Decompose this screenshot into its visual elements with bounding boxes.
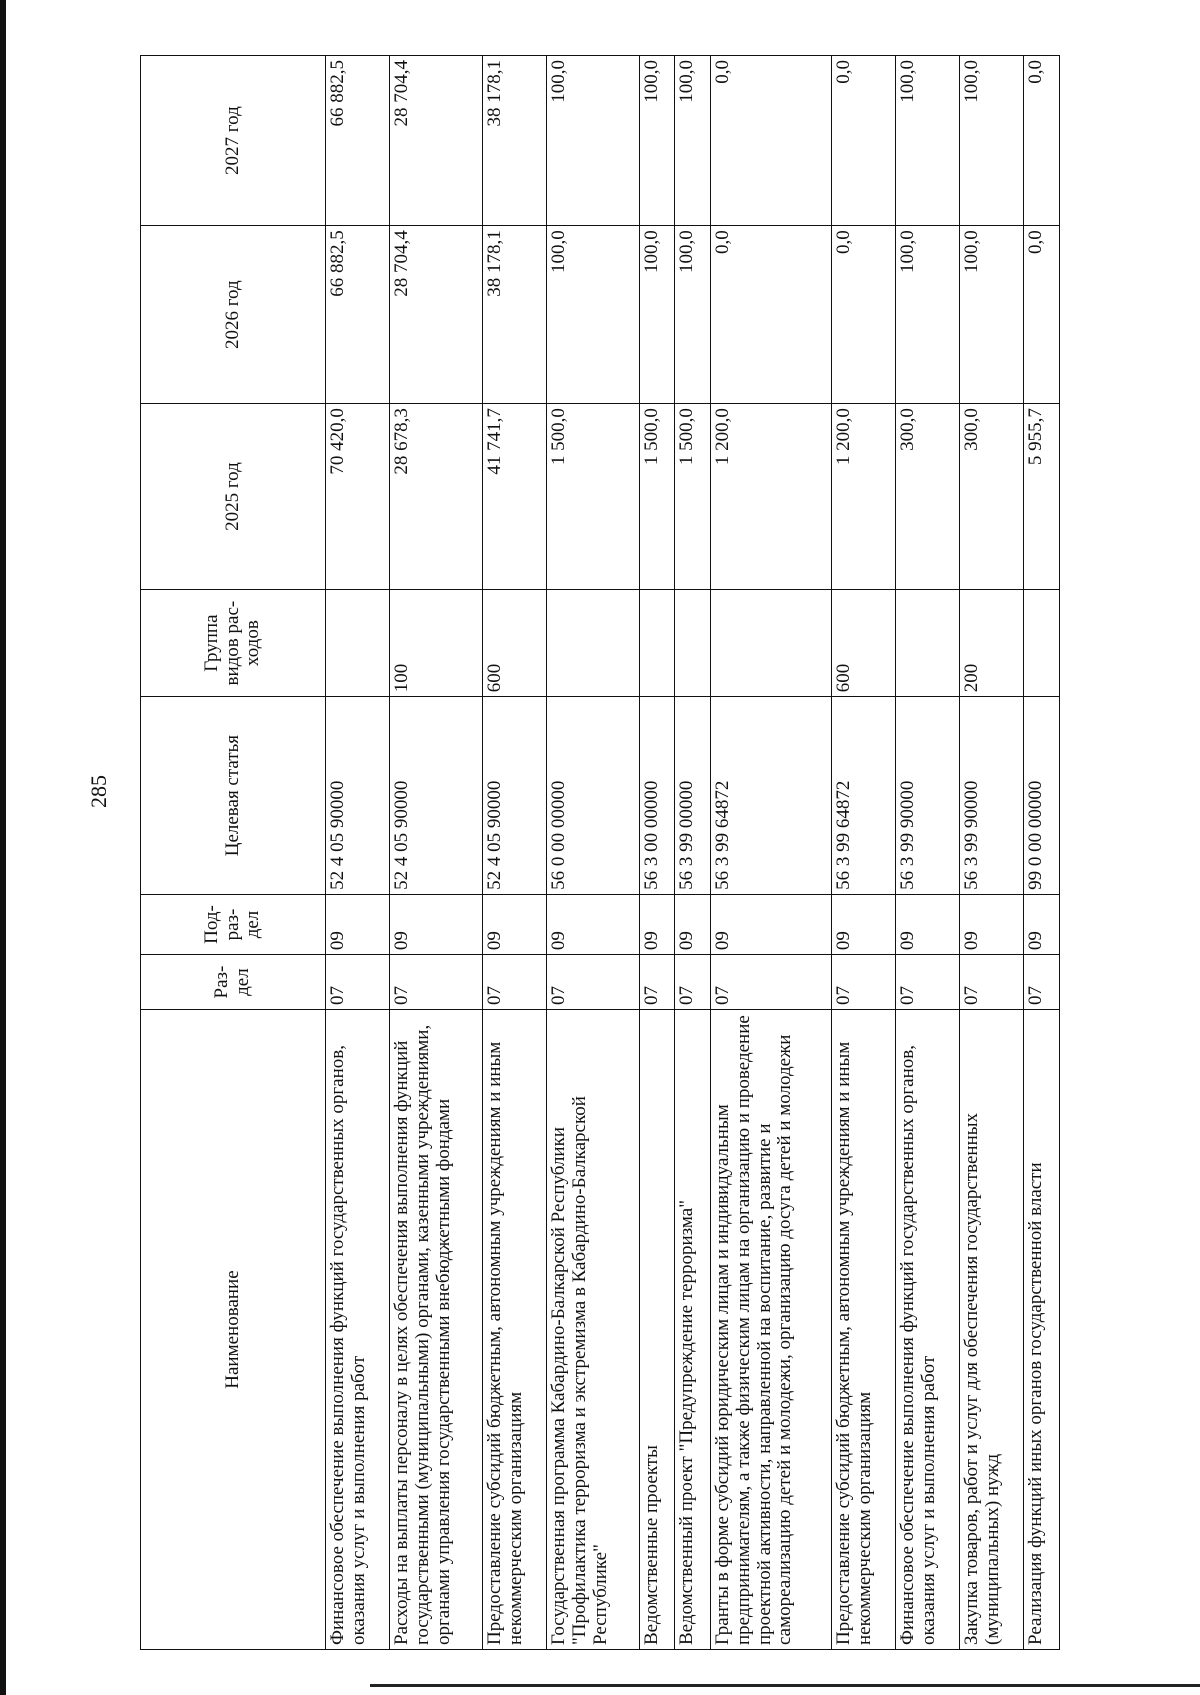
row-razdel: 07: [832, 955, 896, 1010]
row-2025: 1 500,0: [639, 404, 674, 590]
row-2025: 41 741,7: [482, 404, 546, 590]
row-razdel: 07: [960, 955, 1024, 1010]
row-podrazdel: 09: [675, 894, 710, 954]
row-podrazdel: 09: [390, 894, 483, 954]
row-gruppa: 600: [832, 589, 896, 696]
row-2026: 0,0: [1024, 226, 1060, 404]
row-name: Реализация функций иных органов государственной власти: [1024, 1010, 1060, 1650]
header-2027: 2027 год: [141, 56, 326, 226]
table-row: [896, 56, 960, 1650]
row-gruppa: [326, 589, 390, 696]
header-2026: 2026 год: [141, 226, 326, 404]
row-celevaya: 99 0 00 00000: [1024, 697, 1060, 895]
row-2027: 66 882,5: [326, 56, 390, 226]
row-celevaya: 52 4 05 90000: [326, 697, 390, 895]
header-2025: 2025 год: [141, 404, 326, 590]
row-podrazdel: 09: [326, 894, 390, 954]
table-row: [326, 56, 390, 1650]
row-2026: 66 882,5: [326, 226, 390, 404]
row-gruppa: [675, 589, 710, 696]
row-2026: 100,0: [960, 226, 1024, 404]
table-row: [482, 56, 546, 1650]
row-name: Ведомственные проекты: [639, 1010, 674, 1650]
row-2027: 28 704,4: [390, 56, 483, 226]
row-razdel: 07: [390, 955, 483, 1010]
row-celevaya: 56 3 00 00000: [639, 697, 674, 895]
row-gruppa: [547, 589, 640, 696]
row-celevaya: 56 3 99 64872: [832, 697, 896, 895]
row-2026: 100,0: [896, 226, 960, 404]
table-header-row: [141, 56, 326, 1650]
row-razdel: 07: [710, 955, 831, 1010]
row-2025: 70 420,0: [326, 404, 390, 590]
table-row: [639, 56, 674, 1650]
row-2027: 0,0: [1024, 56, 1060, 226]
row-2025: 28 678,3: [390, 404, 483, 590]
row-2026: 100,0: [547, 226, 640, 404]
row-podrazdel: 09: [482, 894, 546, 954]
budget-table-container: [140, 55, 1060, 1650]
row-2027: 100,0: [675, 56, 710, 226]
row-2026: 0,0: [832, 226, 896, 404]
table-row: [832, 56, 896, 1650]
table-row: [390, 56, 483, 1650]
row-razdel: 07: [639, 955, 674, 1010]
row-gruppa: 100: [390, 589, 483, 696]
row-celevaya: 56 0 00 00000: [547, 697, 640, 895]
budget-table: [140, 55, 1060, 1650]
row-gruppa: [896, 589, 960, 696]
row-2025: 1 500,0: [547, 404, 640, 590]
row-razdel: 07: [1024, 955, 1060, 1010]
header-celevaya: Целевая статья: [141, 697, 326, 895]
table-row: [710, 56, 831, 1650]
row-razdel: 07: [896, 955, 960, 1010]
row-celevaya: 56 3 99 00000: [675, 697, 710, 895]
header-name: Наименование: [141, 1010, 326, 1650]
row-2026: 28 704,4: [390, 226, 483, 404]
row-2027: 38 178,1: [482, 56, 546, 226]
row-2026: 0,0: [710, 226, 831, 404]
row-podrazdel: 09: [547, 894, 640, 954]
row-2027: 100,0: [639, 56, 674, 226]
row-2027: 100,0: [896, 56, 960, 226]
row-2026: 100,0: [639, 226, 674, 404]
row-name: Гранты в форме субсидий юридическим лицам и индивидуальным предпринимателям, а также физическим лицам на организацию и проведение проектной активности, направленной на воспитание, развитие и самореализацию детей и молодежи, организацию досуга детей и молодежи: [710, 1010, 831, 1650]
row-name: Финансовое обеспечение выполнения функций государственных органов, оказания услуг и выполнения работ: [896, 1010, 960, 1650]
row-celevaya: 56 3 99 64872: [710, 697, 831, 895]
row-2025: 5 955,7: [1024, 404, 1060, 590]
row-gruppa: 600: [482, 589, 546, 696]
row-celevaya: 52 4 05 90000: [482, 697, 546, 895]
row-2025: 1 200,0: [710, 404, 831, 590]
row-razdel: 07: [482, 955, 546, 1010]
row-razdel: 07: [326, 955, 390, 1010]
row-gruppa: [639, 589, 674, 696]
table-row: [675, 56, 710, 1650]
table-row: [1024, 56, 1060, 1650]
row-celevaya: 52 4 05 90000: [390, 697, 483, 895]
row-podrazdel: 09: [832, 894, 896, 954]
row-2027: 100,0: [960, 56, 1024, 226]
row-razdel: 07: [675, 955, 710, 1010]
row-2026: 38 178,1: [482, 226, 546, 404]
row-podrazdel: 09: [960, 894, 1024, 954]
row-name: Предоставление субсидий бюджетным, автономным учреждениям и иным некоммерческим организациям: [832, 1010, 896, 1650]
row-celevaya: 56 3 99 90000: [896, 697, 960, 895]
row-2025: 1 200,0: [832, 404, 896, 590]
row-name: Расходы на выплаты персоналу в целях обеспечения выполнения функций государственными (муниципальными) органами, казенными учреждениями, органами управления государственными внебюджетными фондами: [390, 1010, 483, 1650]
row-podrazdel: 09: [639, 894, 674, 954]
row-gruppa: [710, 589, 831, 696]
row-name: Ведомственный проект "Предупреждение терроризма": [675, 1010, 710, 1650]
row-2025: 300,0: [960, 404, 1024, 590]
row-name: Закупка товаров, работ и услуг для обеспечения государственных (муниципальных) нужд: [960, 1010, 1024, 1650]
row-name: Финансовое обеспечение выполнения функций государственных органов, оказания услуг и выполнения работ: [326, 1010, 390, 1650]
row-2027: 100,0: [547, 56, 640, 226]
header-razdel: Раз-дел: [141, 955, 326, 1010]
scan-edge-bar: [0, 0, 6, 1695]
row-name: Предоставление субсидий бюджетным, автономным учреждениям и иным некоммерческим организациям: [482, 1010, 546, 1650]
table-row: [960, 56, 1024, 1650]
row-razdel: 07: [547, 955, 640, 1010]
row-2027: 0,0: [710, 56, 831, 226]
row-celevaya: 56 3 99 90000: [960, 697, 1024, 895]
row-2025: 1 500,0: [675, 404, 710, 590]
row-gruppa: 200: [960, 589, 1024, 696]
page-number: 285: [86, 775, 111, 808]
row-2025: 300,0: [896, 404, 960, 590]
table-row: [547, 56, 640, 1650]
row-podrazdel: 09: [1024, 894, 1060, 954]
row-gruppa: [1024, 589, 1060, 696]
row-podrazdel: 09: [710, 894, 831, 954]
header-podrazdel: Под-раз-дел: [141, 894, 326, 954]
row-2027: 0,0: [832, 56, 896, 226]
row-name: Государственная программа Кабардино-Балкарской Республики "Профилактика терроризма и экстремизма в Кабардино-Балкарской Республике": [547, 1010, 640, 1650]
row-2026: 100,0: [675, 226, 710, 404]
scan-bottom-line: [370, 1684, 1200, 1687]
row-podrazdel: 09: [896, 894, 960, 954]
header-gruppa: Группа видов рас-ходов: [141, 589, 326, 696]
